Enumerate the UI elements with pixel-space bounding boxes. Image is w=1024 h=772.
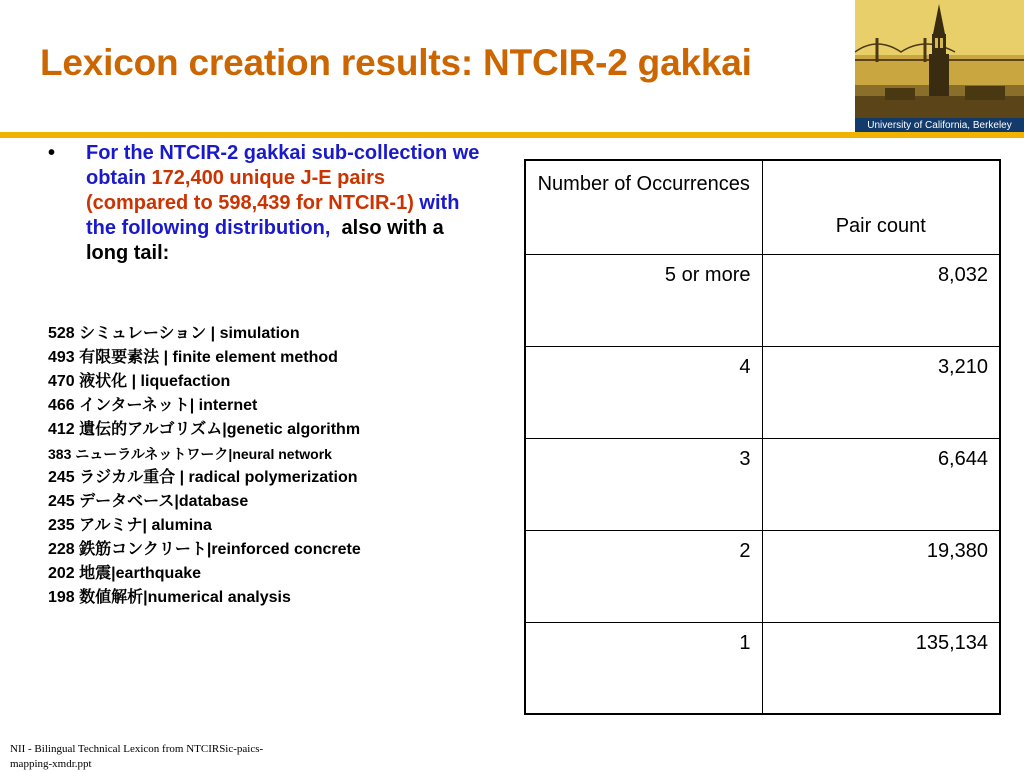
pair-count-cell: 6,644 <box>762 438 1000 530</box>
term-row <box>48 346 488 370</box>
table-row <box>525 530 1000 622</box>
table-row <box>525 346 1000 438</box>
term-row <box>48 538 488 562</box>
term-english: database <box>178 493 249 510</box>
term-count: 198 <box>48 589 75 606</box>
term-japanese: アルミナ <box>79 517 143 534</box>
occurrences-cell: 5 or more <box>525 254 762 346</box>
pair-count-cell: 3,210 <box>762 346 1000 438</box>
term-count: 493 <box>48 349 75 366</box>
pair-count-cell: 19,380 <box>762 530 1000 622</box>
term-english: simulation <box>219 325 300 342</box>
term-english: numerical analysis <box>147 589 291 606</box>
slide-footer: NII - Bilingual Technical Lexicon from NTCIRSic-paics-mapping-xmdr.ppt <box>10 743 264 770</box>
logo-caption: University of California, Berkeley <box>855 118 1024 134</box>
term-separator: | <box>142 517 152 534</box>
term-row <box>48 586 488 610</box>
term-separator: | <box>174 493 179 510</box>
term-row <box>48 418 488 442</box>
term-row <box>48 442 488 466</box>
term-english: internet <box>198 397 258 414</box>
term-japanese: 液状化 <box>79 373 128 390</box>
header-pair-count: Pair count <box>762 160 1000 254</box>
term-list <box>48 322 488 610</box>
term-english: radical polymerization <box>188 469 358 486</box>
bullet-marker: • <box>48 142 56 164</box>
term-count: 228 <box>48 541 75 558</box>
term-japanese: ニューラルネットワーク <box>75 446 229 462</box>
term-japanese: 地震 <box>79 565 112 582</box>
term-separator: | <box>159 349 173 366</box>
term-count: 383 <box>48 446 72 462</box>
header-occurrences: Number of Occurrences <box>525 160 762 254</box>
term-english: genetic algorithm <box>226 421 361 438</box>
term-separator: | <box>175 469 189 486</box>
term-row <box>48 490 488 514</box>
term-english: reinforced concrete <box>211 541 361 558</box>
term-english: neural network <box>232 446 332 462</box>
term-count: 528 <box>48 325 75 342</box>
table-row <box>525 622 1000 714</box>
term-japanese: ラジカル重合 <box>79 469 176 486</box>
berkeley-logo <box>855 0 1024 134</box>
term-count: 470 <box>48 373 75 390</box>
term-row <box>48 394 488 418</box>
term-count: 202 <box>48 565 75 582</box>
table-row <box>525 438 1000 530</box>
term-japanese: 有限要素法 <box>79 349 160 366</box>
term-separator: | <box>111 565 116 582</box>
intro-part-4: also with a long tail: <box>86 217 450 264</box>
term-japanese: 遺伝的アルゴリズム <box>79 421 223 438</box>
term-english: earthquake <box>115 565 202 582</box>
occurrences-cell: 3 <box>525 438 762 530</box>
occurrences-cell: 2 <box>525 530 762 622</box>
term-japanese: 鉄筋コンクリート <box>79 541 207 558</box>
slide-title: Lexicon creation results: NTCIR-2 gakkai <box>40 42 752 83</box>
term-count: 245 <box>48 493 75 510</box>
term-separator: | <box>206 325 220 342</box>
term-english: finite element method <box>172 349 338 366</box>
term-count: 235 <box>48 517 75 534</box>
term-japanese: インターネット <box>79 397 190 414</box>
term-separator: | <box>127 373 141 390</box>
term-separator: | <box>189 397 199 414</box>
term-row <box>48 466 488 490</box>
distribution-table <box>524 159 1001 715</box>
intro-part-3: with the following distribution, <box>86 192 460 239</box>
term-row <box>48 322 488 346</box>
term-english: alumina <box>151 517 212 534</box>
intro-part-2: 172,400 unique J-E pairs (compared to 598,439 for NTCIR-1) <box>86 167 414 214</box>
term-english: liquefaction <box>140 373 231 390</box>
term-separator: | <box>228 446 233 462</box>
term-japanese: 数値解析 <box>79 589 144 606</box>
term-row <box>48 514 488 538</box>
intro-bullet <box>48 141 488 266</box>
table-row <box>525 254 1000 346</box>
term-japanese: シミュレーション <box>79 325 207 342</box>
occurrences-cell: 1 <box>525 622 762 714</box>
header-divider <box>0 132 1024 138</box>
term-separator: | <box>206 541 212 558</box>
term-separator: | <box>222 421 227 438</box>
term-row <box>48 370 488 394</box>
term-japanese: データベース <box>79 493 175 510</box>
occurrences-cell: 4 <box>525 346 762 438</box>
term-count: 466 <box>48 397 75 414</box>
table-header-row <box>525 160 1000 254</box>
term-count: 412 <box>48 421 75 438</box>
pair-count-cell: 135,134 <box>762 622 1000 714</box>
intro-part-1: For the NTCIR-2 gakkai sub-collection we obtain <box>86 142 480 189</box>
term-row <box>48 562 488 586</box>
pair-count-cell: 8,032 <box>762 254 1000 346</box>
term-separator: | <box>143 589 148 606</box>
term-count: 245 <box>48 469 75 486</box>
intro-text <box>86 141 488 266</box>
campanile-bridge-image <box>855 0 1024 134</box>
